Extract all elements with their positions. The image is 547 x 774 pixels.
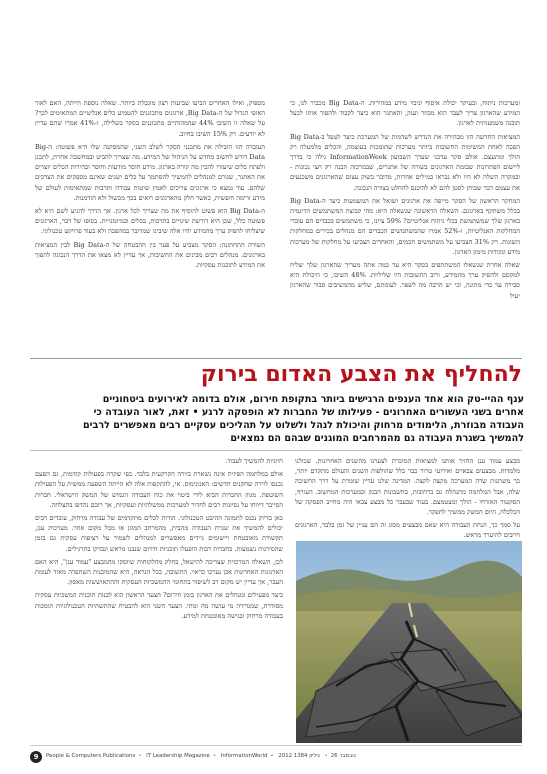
paragraph: ה-Big Data הוא פשוט להוסיף את מה שצריך לכל ארגון. אך הדרך להגיע לשם היא לא פשוטה כלל, שכן היא דורשת שינויים בתרבות, בכלים ובמיומנויות. בסופו של דבר, הארגונים שיצליחו להפיק ערך מהמידע יהיו אלה שיבינו שמדובר במהפכה ולא בעוד פרויקט טכנולוגי. — [35, 207, 265, 236]
paragraph: לכן, השאלה המרכזית שצריכה להישאל, בחלק מהלקוחות שיוסקו מהמבצע "עמוד ענן", היא האם הארגונות האחרונות אכן נערכו כראוי. התשובה, ככל הנראה, היא שהמוכנות השתפרה מאוד לעומת העבר, אך עדיין יש מקום רב לשיפור בתחומי ההמשכיות העסקית וההתאוששות מאסון. — [35, 557, 283, 587]
top-right-column — [290, 98, 520, 360]
subtitle-line: העבודה מבוזרת, הלימודים מרחוק והיכולת לנהל ולשלוט על תהליכים עסקיים רבים מאפשרים לרבים — [83, 420, 524, 431]
paragraph: מספיק, ואילו האחרים הביעו שביעות רצון מוגבלת ביותר. שאלה נוספת הייתה, האם לאור האופי הגדול של ה-Big Data, ארגונים מתכוננים להטמיע כלים אנליטיים המתאימים לכך? על שאלה זו השיבו 44% שהמהותיים מתכוננים בסקר בשלילה, ו-41% אמרו שהם עדיין לא יודעים. רק 15% השיבו בחיוב. — [35, 99, 265, 138]
bullet-icon: • — [270, 753, 274, 759]
footer-credits — [46, 753, 359, 759]
footer-magazine: IT Leadership Magazine — [146, 753, 210, 759]
cracked-road-illustration — [296, 541, 522, 743]
subtitle-line: להמשיך בשגרת העבודה גם מהמרחבים המוגנים שבהם הם נמצאים — [230, 433, 524, 444]
paragraph: שאלה אחרת שנשאלו המשתתפים בסקר היא עד כמה אתה מעריך שהארגון שלך יצליח למקסם ולהפיק ערך מהמידע, ורוב התשובות היו שליליות. 48% השיבו, כי היכולת היא סבירה עד כדי מתונה, וכי יש הרבה מה לשפר. לעומתם, שליש מהמשיבים סבור שהארגון יעיל — [290, 261, 520, 300]
subtitle-divider — [30, 450, 522, 451]
subtitle-line: ענף ההיי-טק הוא אחד הענפים הרגישים ביותר בתקופת חירום, אולם בדומה לאירועים ביטחוניים — [102, 394, 524, 405]
paragraph: מבצע עמוד ענן החזיר אותנו למציאות המוכרת לצערנו מהשנים האחרונות. שכולנו מלמדות. מבצעים צבאיים ואירועי טרור כבר כלל שהולפות השנים והעולם מתקדם יותר, כך משתנות שדה המערכה מקצה לקצה. המדינה שלנו עדיין שומרת על דרך החשיבה שלה, אבל המלחמה מתנהלת גם ברחובות, בחשבונות הבנק ובמערכות המחשוב. העורף, הסקטור האזרחי - הולך ומצטמצם. בעוד שבעבר כל מבצע צבאי היה מחייב הפסקה של הכלכלה, היום המשק ממשיך לתפקד. — [295, 457, 520, 517]
section-divider — [30, 358, 522, 359]
page-footer — [0, 748, 547, 774]
article-left-column — [35, 456, 283, 746]
bullet-icon: • — [324, 753, 328, 759]
paragraph: אולם במלחמה הפיזית אינה נשארת בזירה הקרקעית בלבד. כפי שקרה בפעולות קודמות, גם הפעם נכנסו לזירה שחקנים חדשים: האנונימוס. אי, להתקפות אלה לא הייתה השפעה ממשית על הפעילות השוטפת. מגוון החברות הביא לידי ביטוי את כוח העבודה הגמיש של המשק הישראלי. חברות הסייבר דיווחו על נסיונות רבים לחדור למערכות ממשלתיות ועסקיות, אך רובם נהדפו בהצלחה. — [35, 470, 283, 509]
paragraph: העובדה הזו הובילה את מתכנני הסקר לשלב השני, שהמסקנה שלו היא פשוטה: ה-Big Data דורש לחשוב מחדש על הניהול של המידע. מה שצריך להביט ובמחשבה אחרת, לתכנן ולפתח כלים שיעזרו להבין מה קורה בארגון. מידע חוסר מודעות וחוסר ובהירות הכלים יוצרים את האתגר, שגורם למנהלים להמשיך להסתמך על כלים ישנים שאינם מספקים את הצרכים שלהם. עוד נמצא כי ארגונים צריכים לאמץ שיטות עבודה ותרבות שמתאימות לעולם של מידע זרימה חופשית, כאשר חלק מהארגונים רואים בכך מכשול ולא הזדמנות. — [35, 142, 265, 202]
paragraph: חיוניות להמשיך לעבוד. — [225, 457, 283, 465]
paragraph: השורה התחתונה: הסקר מצביע על פער בין ההבטחה של ה-Big Data לבין המציאות בארגונים. מנהלים רבים מבינים את החשיבות, אך עדיין לא מצאו את הדרך הנכונה להפוך את המידע לתובנות עסקיות. — [35, 240, 265, 270]
footer-date: 2012 נובמבר 26 — [278, 753, 356, 759]
top-left-column — [35, 98, 265, 354]
bullet-icon: • — [138, 753, 142, 759]
article-headline: להחליף את הצבע האדום בירוק — [200, 362, 522, 387]
footer-divider — [30, 745, 522, 746]
paragraph: על סמך כך, הנחת העבודה היא שאם מבצעים מסוג זה הם עניין של זמן בלבד, הארגונים חייבים להיערך מראש. — [295, 521, 520, 538]
bullet-icon: • — [212, 753, 217, 759]
paragraph: כיצד מפעילים ומנהלים את הארגון בזמן חירום? הצעד הראשון הוא לבנות תוכנית המשכיות עסקית מסודרת, שמגדירה מי עושה מה ומתי. הצעד השני הוא להבטיח שהתשתיות הטכנולוגיות תומכות בעבודה מרחוק ובגישה מאובטחת למידע. — [35, 591, 283, 620]
paragraph: המציאות החדשה הזו מבהירה את הנדרש לשדמות של המערכת כיצד לטפל ב-Big Data הפכה לאחת המשימות החשובות ביותר מערכות שתומכות בעוצמה, והכלים מלמעלה רק הולך ומתעצם. אולם סקר עדכני שערך השבועון InformationWeek גילה כי בדרך ליישום הפתרונות שבזמת הארגונים בשורה של אתגרים, שבמרכזה הבנה רק חצי נכונות - ובמקרה השלה לא היו ולא נבראו במילים אחרות, מדובר בשוק עצום שהארגונים משכנעים את עצמם דבר שבוחן לסטן להם לא להיכנס להחלט בצורה הנכונה. — [290, 132, 520, 192]
paragraph: ומערכות ניתוח, ובעיקר יכולת איסוף וניבוי מידע במהירות. ה-Big Data מכביר לנו, כי המידע שהארגון צריך לעבד הוא מבוזר וענק, והאתגר הוא כיצד לקבוד ולהפוך אותו לכעל תובנה משמעותית לארגון. — [290, 99, 520, 128]
article-subtitle — [30, 393, 524, 445]
footer-publisher: People & Computers Publications — [46, 753, 136, 759]
page-number: 9 — [30, 751, 42, 763]
footer-section: InformationWorld — [220, 753, 268, 759]
cracked-road-photo — [296, 541, 522, 743]
article-right-column — [295, 456, 520, 538]
paragraph: כאן בדיוק נכנס לתמונה ההיבט הטכנולוגי. הודות לכלים מתקדמים של עבודה מרחוק, עובדים רבים יכולים להמשיך את שגרת העבודה מהבית, מהמרחב המוגן או מכל מקום אחר. מערכות ענן, תקשורת מאובטחת ויישומים ניידים מאפשרים למנהלים לשמור על רציפות עסקית גם בזמן שהסירנות נשמעות. בחברות רבות הופעלו תוכניות חירום שנבנו מראש ונבדקו בתרגילים. — [35, 514, 283, 553]
subtitle-line: אחרים בשני העשורים האחרונים - פעילותו של החברות לא הופסקה לרגע • זאת, לאור העובדה כי — [93, 407, 524, 418]
paragraph: המחקר הראשון של הסקר מייפה את ארגונים ושואל את המשמעות כיצד ה-Big Data בכלל משתקף בארגונם. השאלה הראשונה שנשאלה היא: מהי קבוצת המשתמשים הדינמית בארגון שלך שמשתמשת בכלי ניתוח אנליטיים? 59% ציינו, כי משתמשים בכבדים הם עובדי המחלקות האנליטיות, ו-52% אמרו שהמשתמשים הכבדים הם מנהלים בכירים במחלקות השונות. רק 31% הצביעו על משתמשים חכמים, והאחרים הצביעו על מחלקות של מערכות מידע ונקודות מימון הארגון. — [290, 196, 520, 256]
footer-issue: גיליון 1384 — [293, 753, 320, 759]
